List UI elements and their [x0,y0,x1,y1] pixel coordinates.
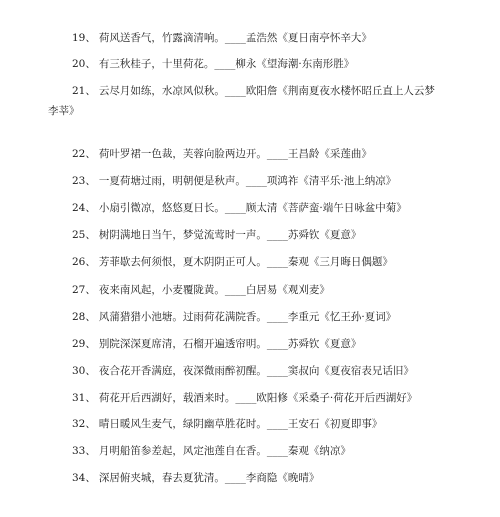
poem-line [72,388,472,408]
poem-line [48,81,472,121]
line-number: 32、 [72,418,96,430]
line-number: 21、 [72,85,96,97]
line-number: 23、 [72,175,96,187]
line-text: 夜合花开香满庭，夜深微雨醉初醒。____窦叔向《夏夜宿表兄话旧》 [98,365,414,377]
line-number: 29、 [72,338,96,350]
line-text: 有三秋桂子，十里荷花。____柳永《望海潮·东南形胜》 [98,58,355,70]
line-text: 深居俯夹城，春去夏犹清。____李商隐《晚晴》 [98,472,320,484]
line-text: 风蒲猎猎小池塘。过雨荷花满院香。____李重元《忆王孙·夏词》 [98,311,397,323]
poem-line [72,54,472,74]
line-text: 别院深深夏席清，石榴开遍透帘明。____苏舜钦《夏意》 [98,338,362,350]
line-text: 荷叶罗裙一色裁，芙蓉向脸两边开。____王昌龄《采莲曲》 [98,148,372,160]
line-number: 30、 [72,365,96,377]
line-text: 一夏荷塘过雨，明朝便是秋声。____项鸿祚《清平乐·池上纳凉》 [98,175,397,187]
line-number: 20、 [72,58,96,70]
line-number: 22、 [72,148,96,160]
line-text: 夜来南风起，小麦覆陇黄。____白居易《观刈麦》 [98,284,330,296]
line-number: 27、 [72,284,96,296]
poem-line [72,280,472,300]
poem-line [72,28,472,48]
line-text: 荷花开后西湖好，载酒来时。____欧阳修《采桑子·荷花开后西湖好》 [98,392,418,404]
line-text: 晴日暖风生麦气，绿阴幽草胜花时。____王安石《初夏即事》 [98,418,383,430]
line-number: 34、 [72,472,96,484]
line-number: 24、 [72,202,96,214]
line-text: 荷风送香气，竹露滴清响。____孟浩然《夏日南亭怀辛大》 [98,32,372,44]
line-text: 芳菲歇去何须恨，夏木阴阴正可人。____秦观《三月晦日偶题》 [98,256,393,268]
poem-line [72,144,472,164]
line-number: 31、 [72,392,96,404]
line-number: 28、 [72,311,96,323]
poem-line [72,307,472,327]
poem-line [72,334,472,354]
poem-line [72,361,472,381]
line-number: 33、 [72,445,96,457]
poem-line [72,252,472,272]
poem-line [72,171,472,191]
poem-line [72,198,472,218]
line-number: 25、 [72,229,96,241]
line-text: 云尽月如练，水凉风似秋。____欧阳詹《荆南夏夜水楼怀昭丘直上人云梦 [98,85,435,97]
poem-line [72,414,472,434]
line-continuation: 李莘》 [48,105,80,117]
line-text: 月明船笛参差起，风定池莲自在香。____秦观《纳凉》 [98,445,351,457]
line-number: 26、 [72,256,96,268]
line-text: 小扇引微凉，悠悠夏日长。____顾太清《菩萨蛮·端午日咏盆中菊》 [98,202,407,214]
poem-line [72,468,472,488]
line-text: 树阴满地日当午，梦觉流莺时一声。____苏舜钦《夏意》 [98,229,362,241]
poem-line [72,441,472,461]
line-number: 19、 [72,32,96,44]
poem-line [72,225,472,245]
